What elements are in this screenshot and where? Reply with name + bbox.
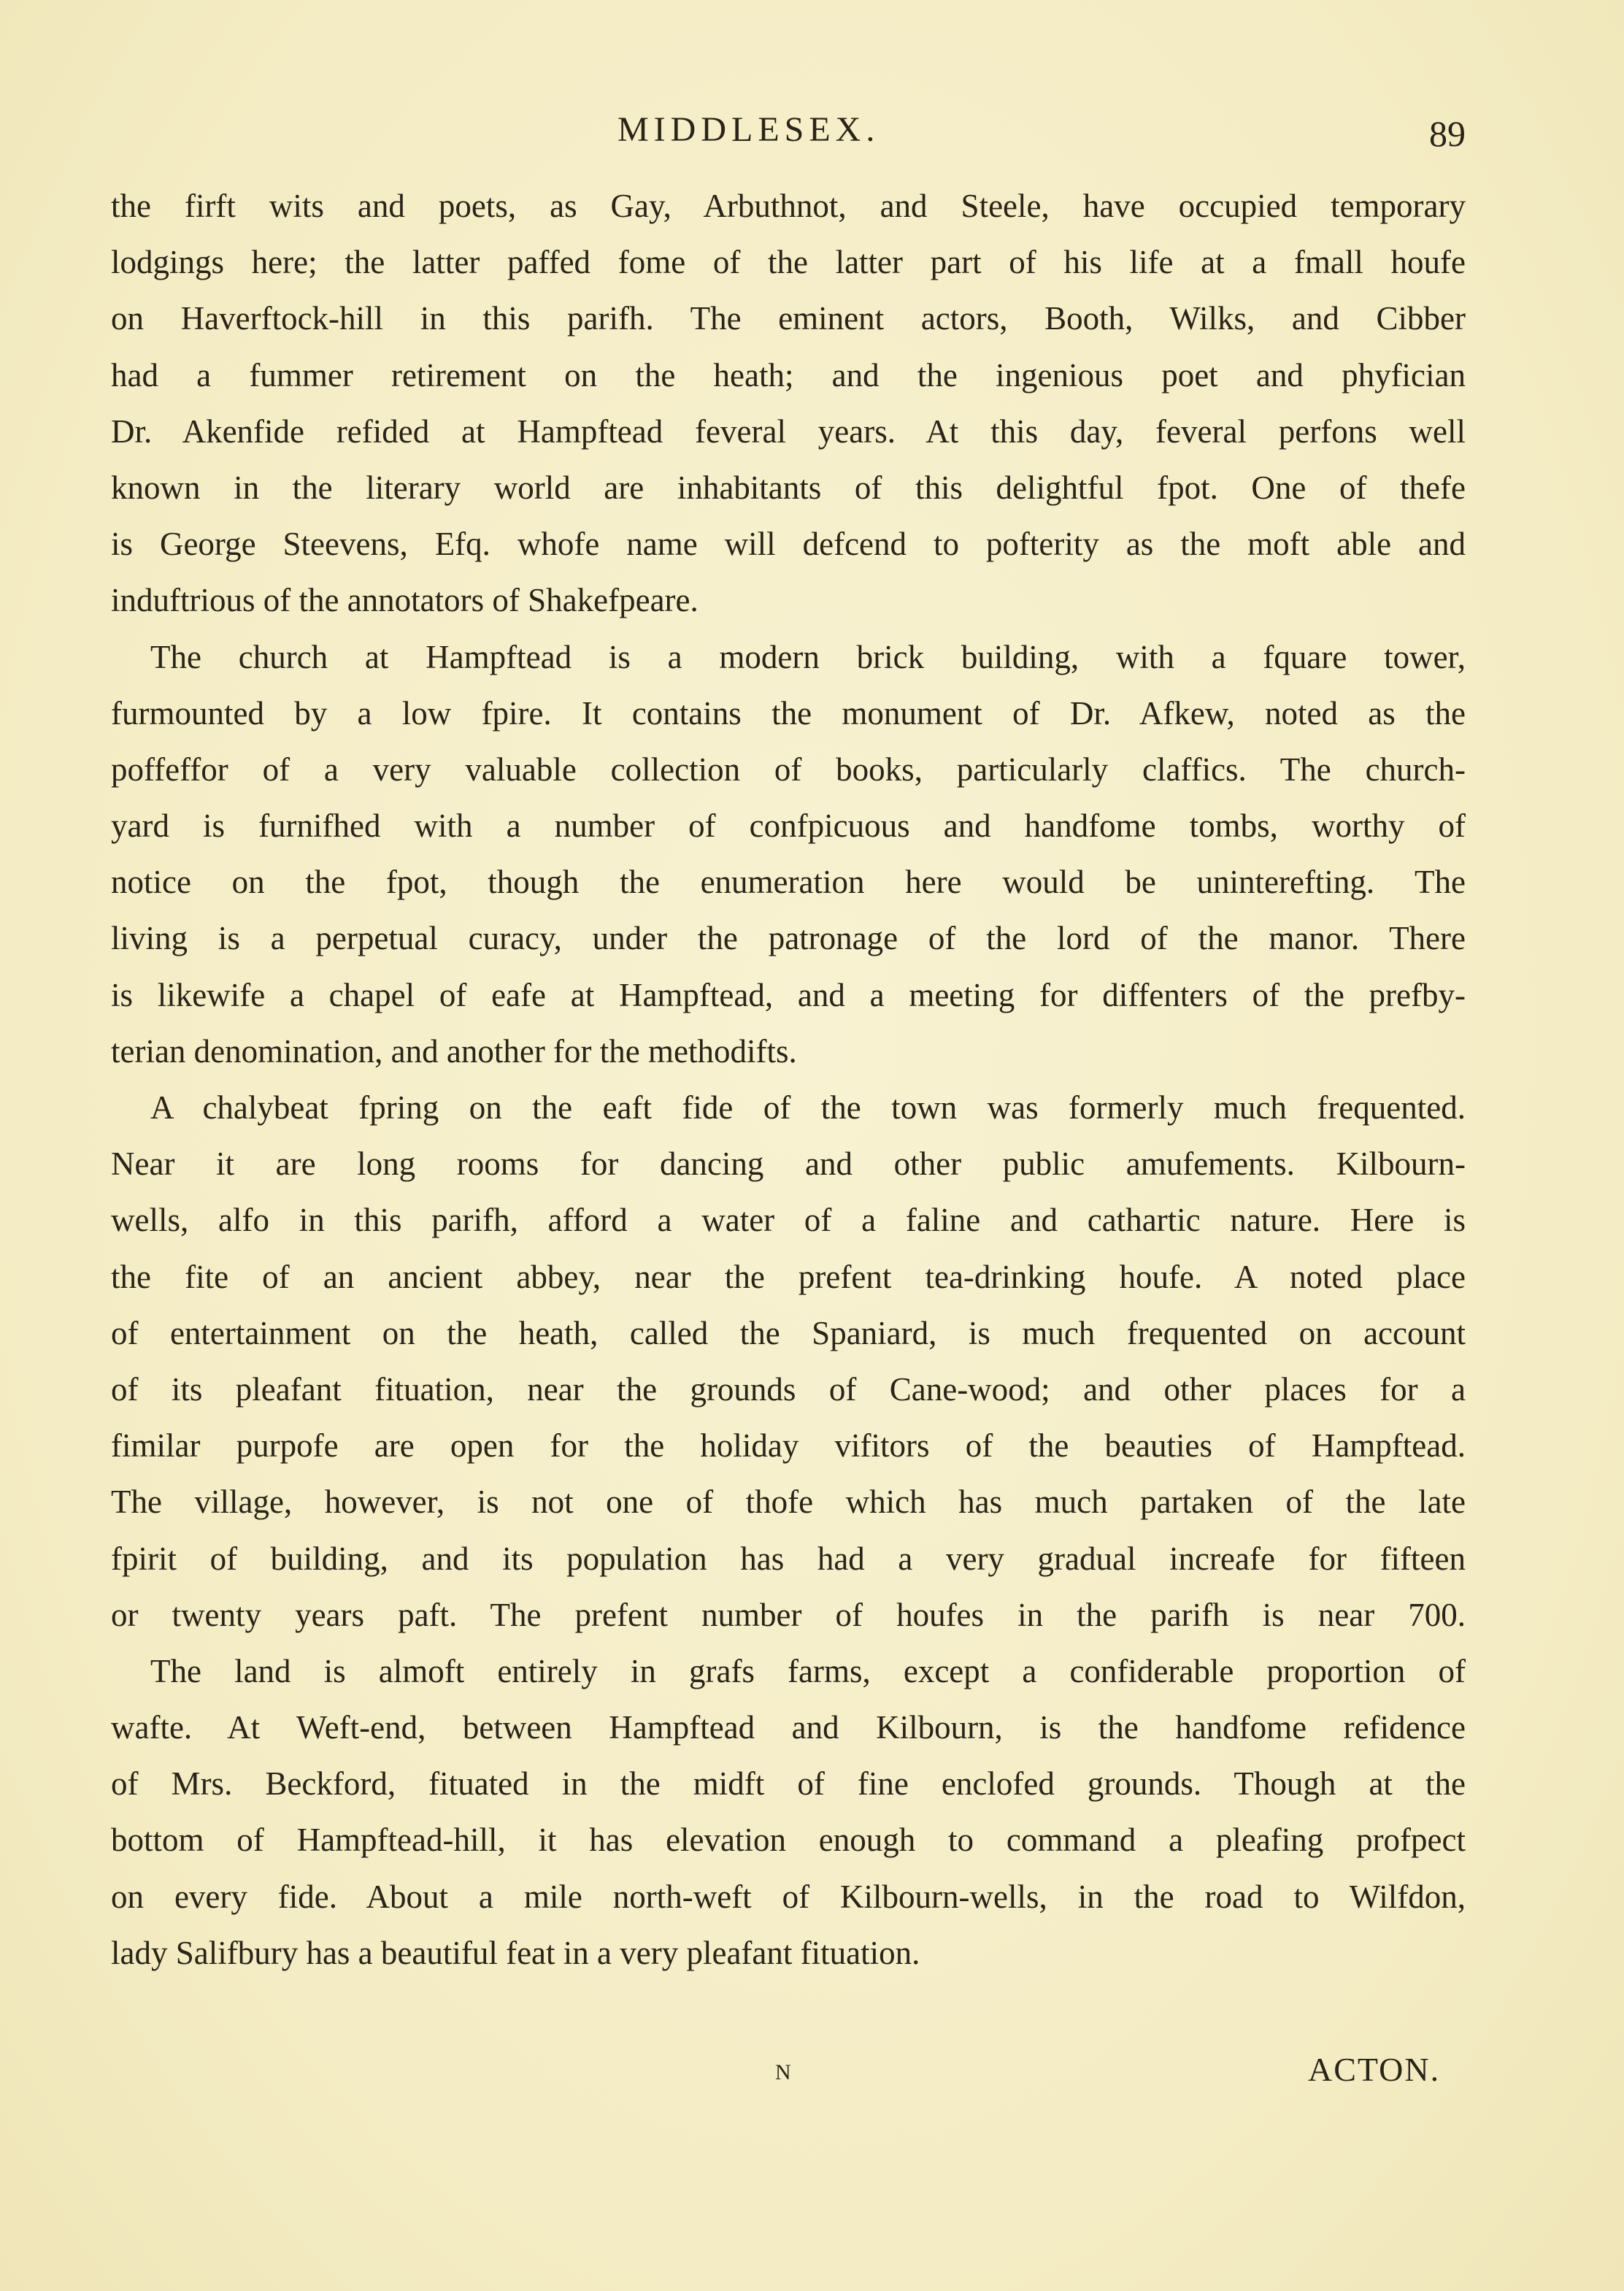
text-line: the fite of an ancient abbey, near the prefent tea-drinking houfe. A noted place: [111, 1258, 1466, 1295]
text-line: A chalybeat fpring on the eaft fide of the town was formerly much frequented.: [150, 1089, 1466, 1126]
body-text: [111, 178, 1466, 1981]
text-line: had a fummer retirement on the heath; and the ingenious poet and phyfician: [111, 356, 1466, 394]
text-line: Near it are long rooms for dancing and other public amufements. Kilbourn-: [111, 1146, 1466, 1183]
text-line: terian denomination, and another for the methodifts.: [111, 1032, 797, 1070]
text-line: bottom of Hampftead-hill, it has elevation enough to command a pleafing profpect: [111, 1822, 1466, 1859]
text-line: induftrious of the annotators of Shakefpeare.: [111, 582, 699, 619]
text-line: or twenty years paft. The prefent number of houfes in the parifh is near 700.: [111, 1596, 1466, 1633]
page-number: 89: [1429, 113, 1466, 154]
text-line: is likewife a chapel of eafe at Hampftead, and a meeting for diffenters of the prefby-: [111, 976, 1466, 1013]
text-line: known in the literary world are inhabitants of this delightful fpot. One of thefe: [111, 469, 1466, 506]
text-line: Dr. Akenfide refided at Hampftead feveral years. At this day, feveral perfons well: [111, 412, 1466, 450]
text-line: is George Steevens, Efq. whofe name will defcend to pofterity as the moft able and: [111, 526, 1466, 563]
text-line: The village, however, is not one of thofe which has much partaken of the late: [111, 1484, 1466, 1521]
signature-mark: N: [775, 2060, 791, 2084]
text-line: lodgings here; the latter paffed fome of the latter part of his life at a fmall houfe: [111, 244, 1466, 281]
text-line: wafte. At Weft-end, between Hampftead and Kilbourn, is the handfome refidence: [111, 1709, 1466, 1746]
text-line: on Haverftock-hill in this parifh. The eminent actors, Booth, Wilks, and Cibber: [111, 300, 1466, 337]
catchword: ACTON.: [1308, 2051, 1441, 2088]
text-line: lady Salifbury has a beautiful feat in a very pleafant fituation.: [111, 1934, 920, 1971]
text-line: of its pleafant fituation, near the grounds of Cane-wood; and other places for a: [111, 1370, 1466, 1408]
running-title: MIDDLESEX.: [617, 110, 880, 149]
text-line: wells, alfo in this parifh, afford a water of a faline and cathartic nature. Here is: [111, 1202, 1466, 1239]
text-line: poffeffor of a very valuable collection of books, particularly claffics. The church-: [111, 751, 1466, 788]
text-line: of entertainment on the heath, called the Spaniard, is much frequented on account: [111, 1314, 1466, 1351]
text-line: fimilar purpofe are open for the holiday vifitors of the beauties of Hampftead.: [111, 1427, 1466, 1465]
text-line: fpirit of building, and its population has had a very gradual increafe for fifteen: [111, 1540, 1466, 1577]
text-line: the firft wits and poets, as Gay, Arbuthnot, and Steele, have occupied temporary: [111, 188, 1466, 224]
text-line: The church at Hampftead is a modern brick building, with a fquare tower,: [150, 638, 1466, 675]
text-line: living is a perpetual curacy, under the patronage of the lord of the manor. There: [111, 920, 1466, 957]
text-line: notice on the fpot, though the enumeration here would be uninterefting. The: [111, 864, 1466, 901]
text-line: of Mrs. Beckford, fituated in the midft of fine enclofed grounds. Though at the: [111, 1765, 1466, 1803]
text-line: on every fide. About a mile north-weft of Kilbourn-wells, in the road to Wilfdon,: [111, 1878, 1466, 1915]
text-line: furmounted by a low fpire. It contains the monument of Dr. Afkew, noted as the: [111, 694, 1466, 732]
text-line: yard is furnifhed with a number of confpicuous and handfome tombs, worthy of: [111, 807, 1466, 845]
text-line: The land is almoft entirely in grafs farms, except a confiderable proportion of: [150, 1652, 1466, 1689]
